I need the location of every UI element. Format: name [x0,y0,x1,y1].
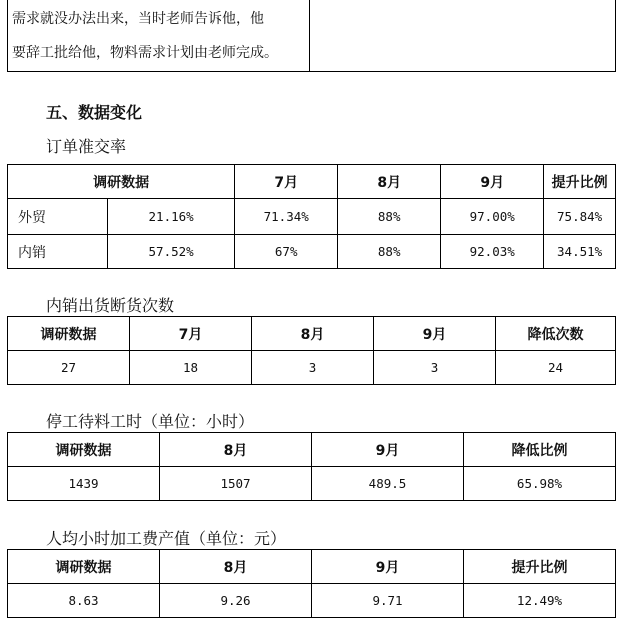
top-note-empty-cell [310,0,616,72]
table3-cell-ratio: 65.98% [464,467,616,501]
table3-title: 停工待料工时（单位：小时） [46,412,255,431]
table1-row2-jul: 67% [235,235,338,269]
table-row [8,199,616,235]
table1-row1-label: 外贸 [8,199,108,235]
table1-row2-ratio: 34.51% [544,235,616,269]
table2-cell-sep: 3 [374,351,496,385]
table2-cell-aug: 3 [252,351,374,385]
table3-header-survey: 调研数据 [8,433,160,467]
table2-cell-reduction: 24 [496,351,616,385]
table-row [8,351,616,385]
table1-row1-sep: 97.00% [441,199,544,235]
table4-header-survey: 调研数据 [8,550,160,584]
table3-cell-survey: 1439 [8,467,160,501]
table-row [8,467,616,501]
table4-header-aug: 8月 [160,550,312,584]
table4-title: 人均小时加工费产值（单位：元） [46,529,287,548]
table4-header-sep: 9月 [312,550,464,584]
table1-header-row [8,165,616,199]
table-row [8,584,616,618]
table2-title: 内销出货断货次数 [46,296,175,315]
table4 [7,549,616,618]
table1-row1-ratio: 75.84% [544,199,616,235]
top-note-line2: 要辞工批给他，物料需求计划由老师完成。 [12,44,278,61]
table1-header-sep: 9月 [441,165,544,199]
table3 [7,432,616,501]
table1-header-survey: 调研数据 [8,165,235,199]
table2-header-survey: 调研数据 [8,317,130,351]
table3-cell-sep: 489.5 [312,467,464,501]
table4-header-row [8,550,616,584]
top-note-table [7,0,616,72]
section-title: 五、数据变化 [46,103,143,122]
table1-row2-sep: 92.03% [441,235,544,269]
table1-row1-aug: 88% [338,199,441,235]
table3-cell-aug: 1507 [160,467,312,501]
table2-header-aug: 8月 [252,317,374,351]
table1-header-ratio: 提升比例 [544,165,616,199]
table3-header-ratio: 降低比例 [464,433,616,467]
table2-cell-jul: 18 [130,351,252,385]
top-note-line1: 需求就没办法出来，当时老师告诉他，他 [12,10,264,27]
table-row [8,235,616,269]
table2-header-row [8,317,616,351]
table3-header-row [8,433,616,467]
table1-row1-baseline: 21.16% [108,199,235,235]
table4-cell-survey: 8.63 [8,584,160,618]
table1-row1-jul: 71.34% [235,199,338,235]
table2-header-jul: 7月 [130,317,252,351]
table1 [7,164,616,269]
table2-cell-survey: 27 [8,351,130,385]
table2-header-reduction: 降低次数 [496,317,616,351]
table3-header-sep: 9月 [312,433,464,467]
table2-header-sep: 9月 [374,317,496,351]
table4-cell-sep: 9.71 [312,584,464,618]
table1-row2-baseline: 57.52% [108,235,235,269]
top-note-cell [8,0,310,72]
table1-header-jul: 7月 [235,165,338,199]
table2 [7,316,616,385]
table1-row2-label: 内销 [8,235,108,269]
table4-cell-ratio: 12.49% [464,584,616,618]
table3-header-aug: 8月 [160,433,312,467]
table1-title: 订单准交率 [46,137,127,156]
table1-header-aug: 8月 [338,165,441,199]
table4-cell-aug: 9.26 [160,584,312,618]
table1-row2-aug: 88% [338,235,441,269]
table4-header-ratio: 提升比例 [464,550,616,584]
